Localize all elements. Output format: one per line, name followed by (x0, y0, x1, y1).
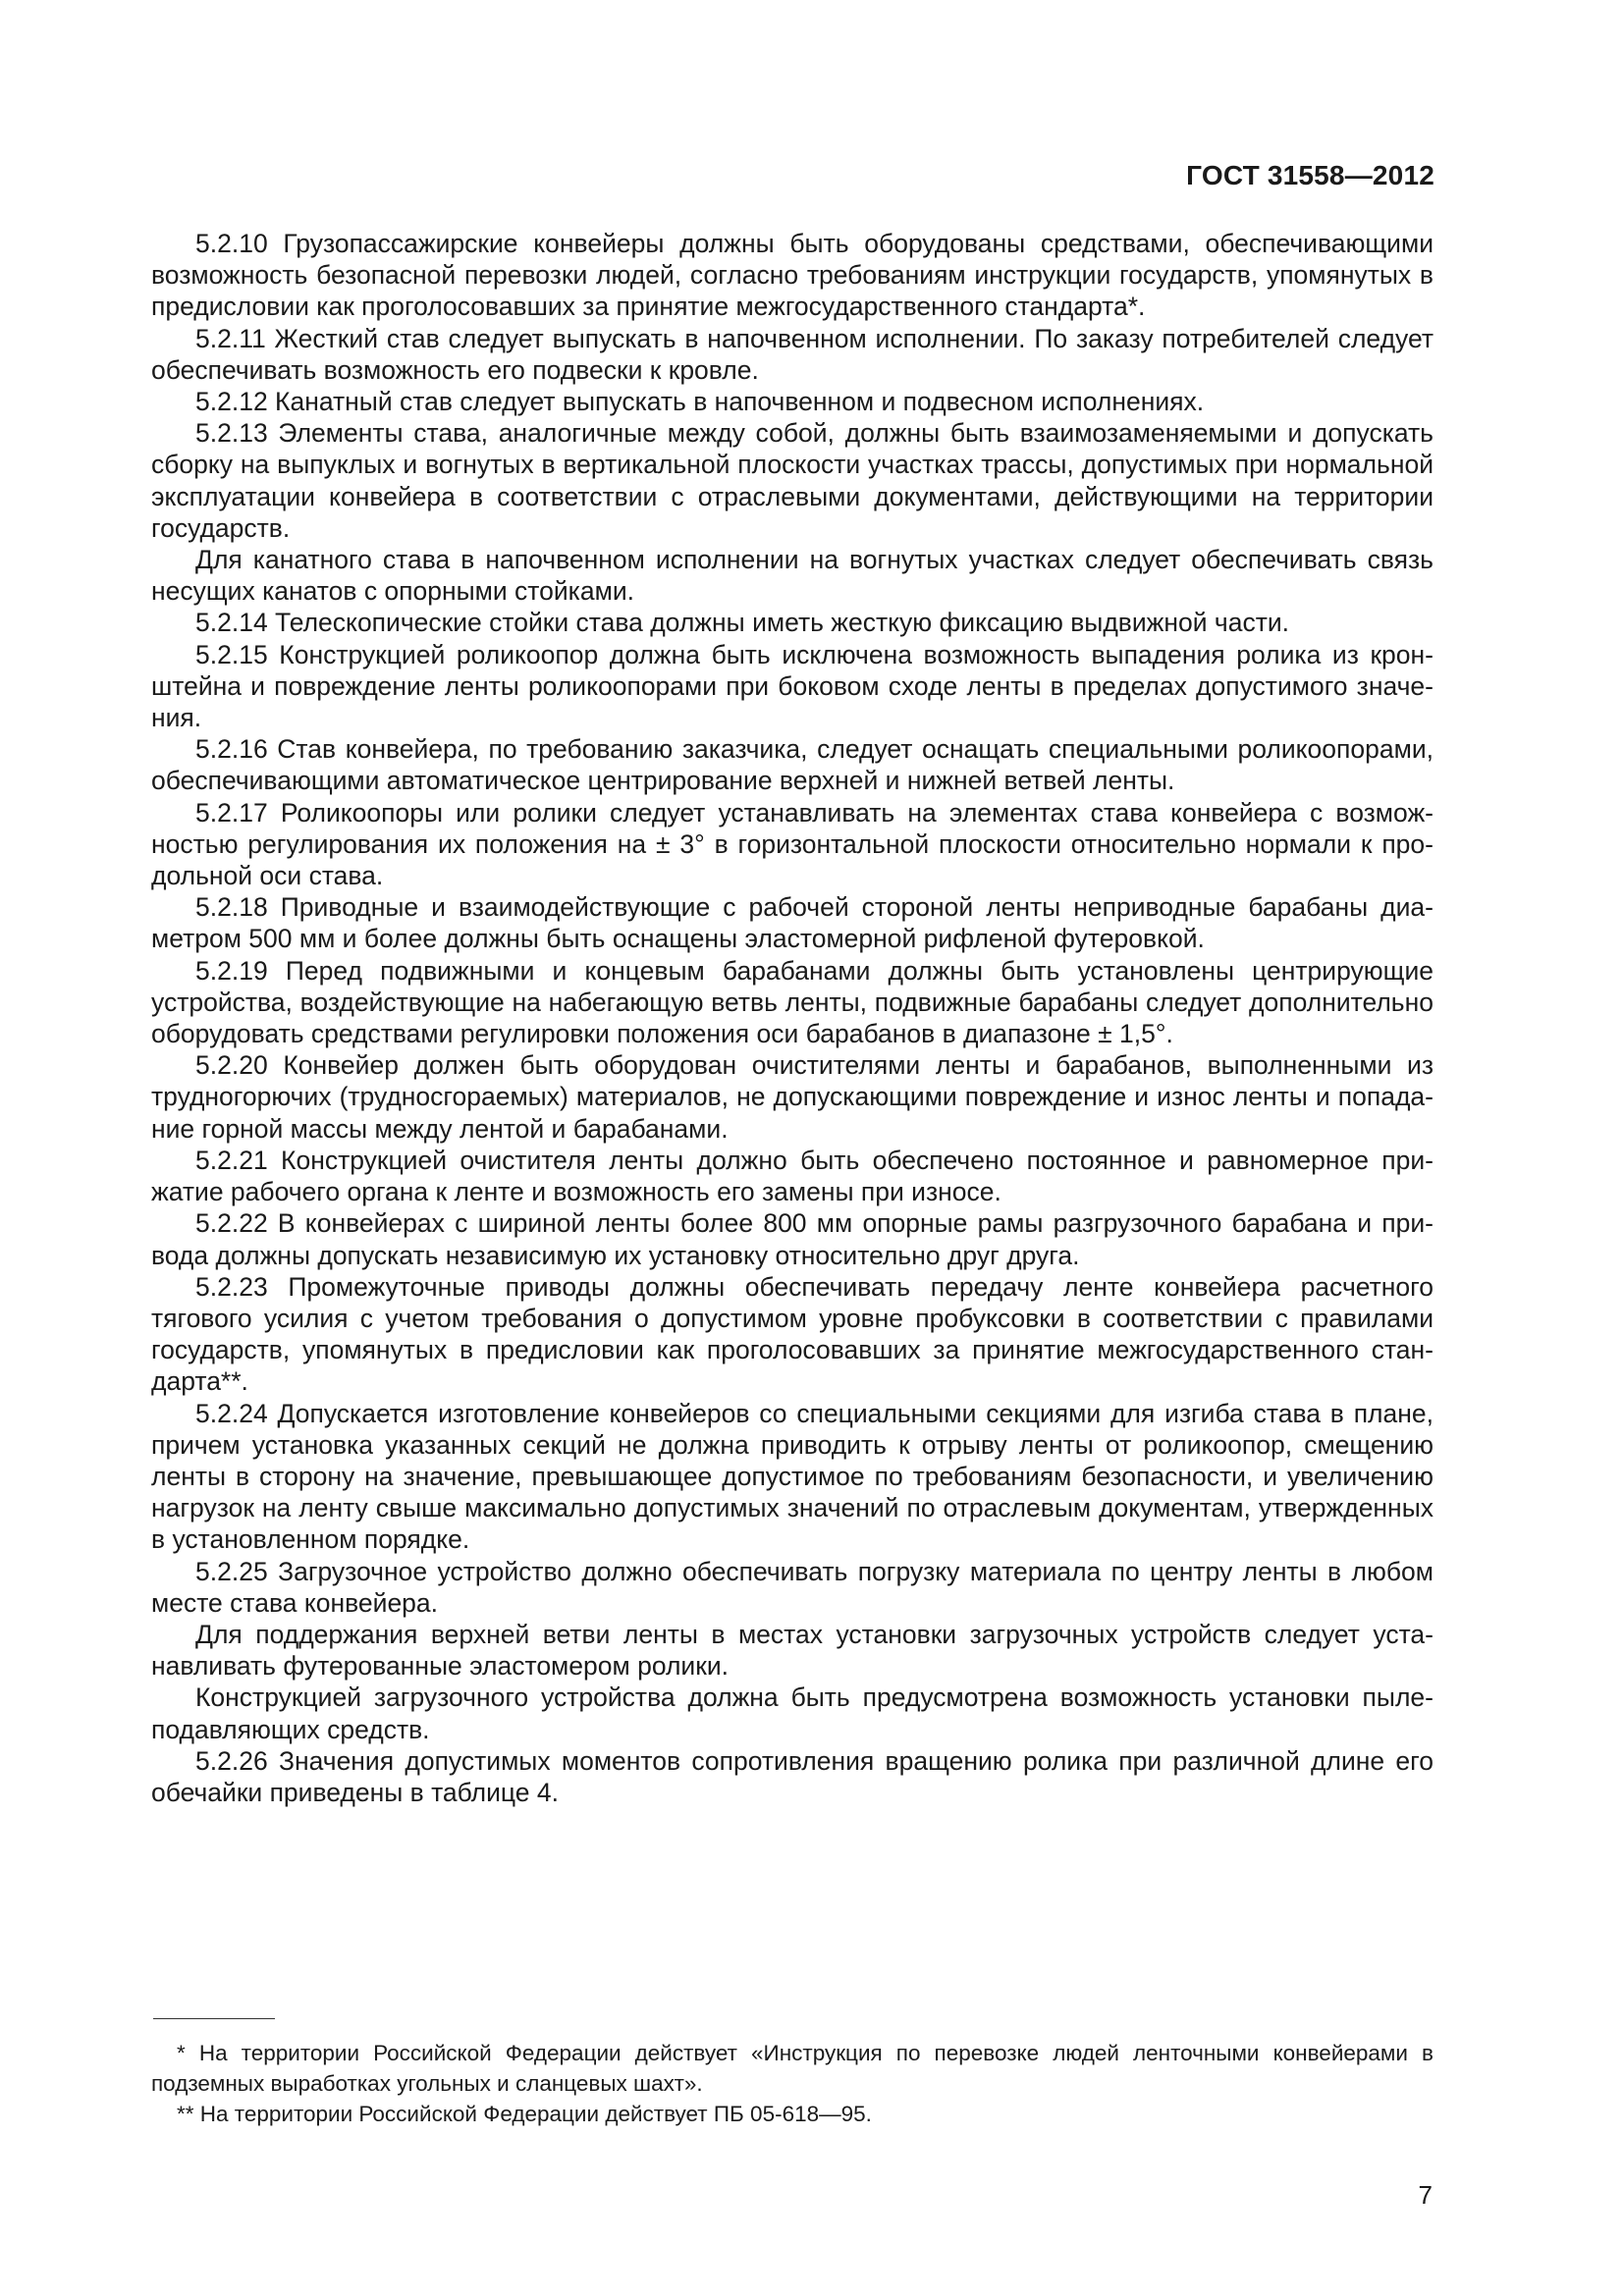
paragraph-5-2-10: 5.2.10 Грузопассажирские конвейеры должны быть оборудованы средствами, обеспечивающими возможность безопасной перевозки людей, согласно требованиям инструкции государств, упомянутых в предисловии как проголосовавших за принятие межгосударственного стандарта*. (151, 229, 1434, 322)
paragraph-5-2-16: 5.2.16 Став конвейера, по требованию заказчика, следует оснащать специальными роликоопорами, обеспечивающими автоматическое центрирование верхней и нижней ветвей ленты. (151, 734, 1434, 796)
document-header: ГОСТ 31558—2012 (1186, 160, 1434, 190)
paragraph-5-2-14: 5.2.14 Телескопические стойки става должны иметь жесткую фиксацию выдвижной части. (195, 608, 1290, 638)
document-body (151, 228, 1434, 1808)
paragraph-5-2-25: 5.2.25 Загрузочное устройство должно обеспечивать погрузку материала по центру ленты в любом месте става конвейера. (151, 1556, 1434, 1618)
paragraph-5-2-23: 5.2.23 Промежуточные приводы должны обеспечивать передачу ленте конвейера расчетного тягового усилия с учетом требования о допустимом уровне пробуксовки в соответствии с правилами государств, упомянутых в предисловии как проголосовавших за принятие межгосударственного стандарта**. (151, 1271, 1434, 1397)
footnotes (151, 2038, 1434, 2129)
paragraph-5-2-11: 5.2.11 Жесткий став следует выпускать в напочвенном исполнении. По заказу потребителей следует обеспечивать возможность его подвески к кровле. (151, 323, 1434, 385)
paragraph-5-2-21: 5.2.21 Конструкцией очистителя ленты должно быть обеспечено постоянное и равномерное прижатие рабочего органа к ленте и возможность его замены при износе. (151, 1145, 1434, 1207)
paragraph-5-2-25-cont-1: Для поддержания верхней ветви ленты в местах установки загрузочных устройств следует устанавливать футерованные эластомером ролики. (151, 1619, 1434, 1682)
footnote-divider (153, 2018, 275, 2019)
paragraph-5-2-19: 5.2.19 Перед подвижными и концевым барабанами должны быть установлены центрирующие устройства, воздействующие на набегающую ветвь ленты, подвижные барабаны следует дополнительно оборудовать средствами регулировки положения оси барабанов в диапазоне ± 1,5°. (151, 955, 1434, 1049)
paragraph-5-2-12: 5.2.12 Канатный став следует выпускать в напочвенном и подвесном исполнениях. (195, 387, 1205, 417)
paragraph-5-2-22: 5.2.22 В конвейерах с шириной ленты более 800 мм опорные рамы разгрузочного барабана и привода должны допускать независимую их установку относительно друг друга. (151, 1208, 1434, 1270)
paragraph-5-2-18: 5.2.18 Приводные и взаимодействующие с рабочей стороной ленты неприводные барабаны диаметром 500 мм и более должны быть оснащены эластомерной рифленой футеровкой. (151, 892, 1434, 954)
paragraph-5-2-26: 5.2.26 Значения допустимых моментов сопротивления вращению ролика при различной длине его обечайки приведены в таблице 4. (151, 1745, 1434, 1807)
paragraph-5-2-24: 5.2.24 Допускается изготовление конвейеров со специальными секциями для изгиба става в плане, причем установка указанных секций не должна приводить к отрыву ленты от роликоопор, смещению ленты в сторону на значение, превышающее допустимое по требованиям безопасности, и увеличению нагрузок на ленту свыше максимально допустимых значений по отраслевым документам, утвержденных в установленном порядке. (151, 1398, 1434, 1555)
paragraph-5-2-20: 5.2.20 Конвейер должен быть оборудован очистителями ленты и барабанов, выполненными из трудногорючих (трудносгораемых) материалов, не допускающими повреждение и износ ленты и попадание горной массы между лентой и барабанами. (151, 1050, 1434, 1144)
paragraph-5-2-15: 5.2.15 Конструкцией роликоопор должна быть исключена возможность выпадения ролика из кронштейна и повреждение ленты роликоопорами при боковом сходе ленты в пределах допустимого значения. (151, 639, 1434, 733)
footnote-2: ** На территории Российской Федерации действует ПБ 05-618—95. (177, 2102, 872, 2126)
page-number: 7 (1418, 2180, 1433, 2210)
paragraph-5-2-13: 5.2.13 Элементы става, аналогичные между собой, должны быть взаимозаменяемыми и допускать сборку на выпуклых и вогнутых в вертикальной плоскости участках трассы, допустимых при нормальной эксплуатации конвейера в соответствии с отраслевыми документами, действующими на территории государств. (151, 418, 1434, 543)
paragraph-5-2-13-cont: Для канатного става в напочвенном исполнении на вогнутых участках следует обеспечивать связь несущих канатов с опорными стойками. (151, 545, 1434, 607)
paragraph-5-2-25-cont-2: Конструкцией загрузочного устройства должна быть предусмотрена возможность установки пылеподавляющих средств. (151, 1682, 1434, 1744)
paragraph-5-2-17: 5.2.17 Роликоопоры или ролики следует устанавливать на элементах става конвейера с возможностью регулирования их положения на ± 3° в горизонтальной плоскости относительно нормали к продольной оси става. (151, 797, 1434, 891)
footnote-1: * На территории Российской Федерации действует «Инструкция по перевозке людей ленточными конвейерами в подземных выработках угольных и сланцевых шахт». (151, 2041, 1434, 2096)
